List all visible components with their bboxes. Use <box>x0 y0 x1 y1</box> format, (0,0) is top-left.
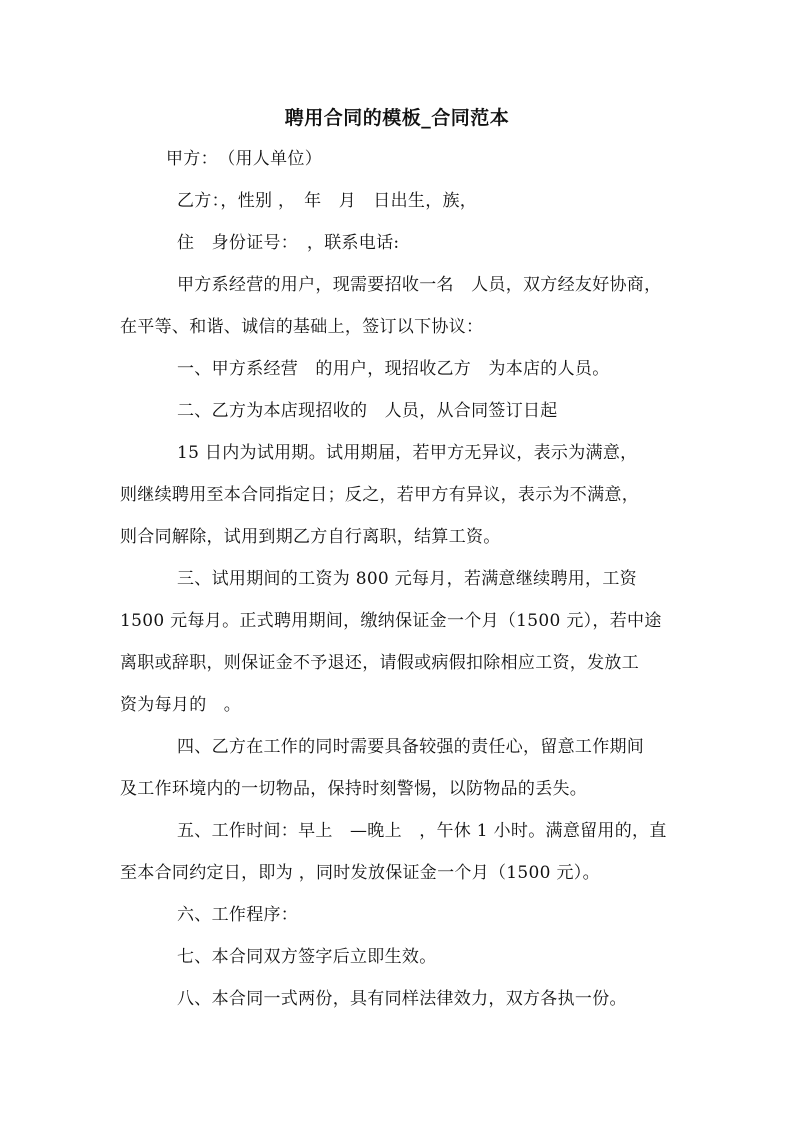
clause-4-line-1: 四、乙方在工作的同时需要具备较强的责任心，留意工作期间 <box>177 737 645 757</box>
clause-4-line-2: 及工作环境内的一切物品，保持时刻警惕，以防物品的丢失。 <box>120 779 588 799</box>
paragraph-intro-line-1: 甲方系经营的用户，现需要招收一名 人员，双方经友好协商， <box>177 275 662 295</box>
document-title: 聘用合同的模板_合同范本 <box>284 107 510 129</box>
clause-3-line-4: 资为每月的 。 <box>120 695 242 715</box>
clause-3-line-3: 离职或辞职，则保证金不予退还，请假或病假扣除相应工资，发放工 <box>120 653 639 673</box>
clause-7: 七、本合同双方签字后立即生效。 <box>177 947 437 967</box>
clause-3-line-1: 三、试用期间的工资为 800 元每月，若满意继续聘用，工资 <box>177 569 637 589</box>
clause-2-line-3: 则继续聘用至本合同指定日；反之，若甲方有异议，表示为不满意， <box>120 485 639 505</box>
clause-2-line-2: 15 日内为试用期。试用期届，若甲方无异议，表示为满意， <box>177 443 638 463</box>
party-b-line: 乙方：，性别 ， 年 月 日出生，族， <box>177 191 478 211</box>
clause-2-line-1: 二、乙方为本店现招收的 人员，从合同签订日起 <box>177 401 558 421</box>
party-a-line: 甲方： （用人单位） <box>166 149 322 169</box>
paragraph-intro-line-2: 在平等、和谐、诚信的基础上，签订以下协议： <box>120 317 484 337</box>
party-b-id-line: 住 身份证号： ，联系电话: <box>177 233 400 253</box>
clause-5-line-1: 五、工作时间：早上 —晚上 ，午休 1 小时。满意留用的，直 <box>177 821 667 841</box>
clause-8: 八、本合同一式两份，具有同样法律效力，双方各执一份。 <box>177 989 627 1009</box>
clause-1: 一、甲方系经营 的用户，现招收乙方 为本店的人员。 <box>177 359 610 379</box>
clause-3-line-2: 1500 元每月。正式聘用期间，缴纳保证金一个月（1500 元），若中途 <box>120 611 662 631</box>
clause-6: 六、工作程序： <box>177 905 299 925</box>
clause-2-line-4: 则合同解除，试用到期乙方自行离职，结算工资。 <box>120 527 501 547</box>
clause-5-line-2: 至本合同约定日，即为 ，同时发放保证金一个月（1500 元）。 <box>120 863 600 883</box>
